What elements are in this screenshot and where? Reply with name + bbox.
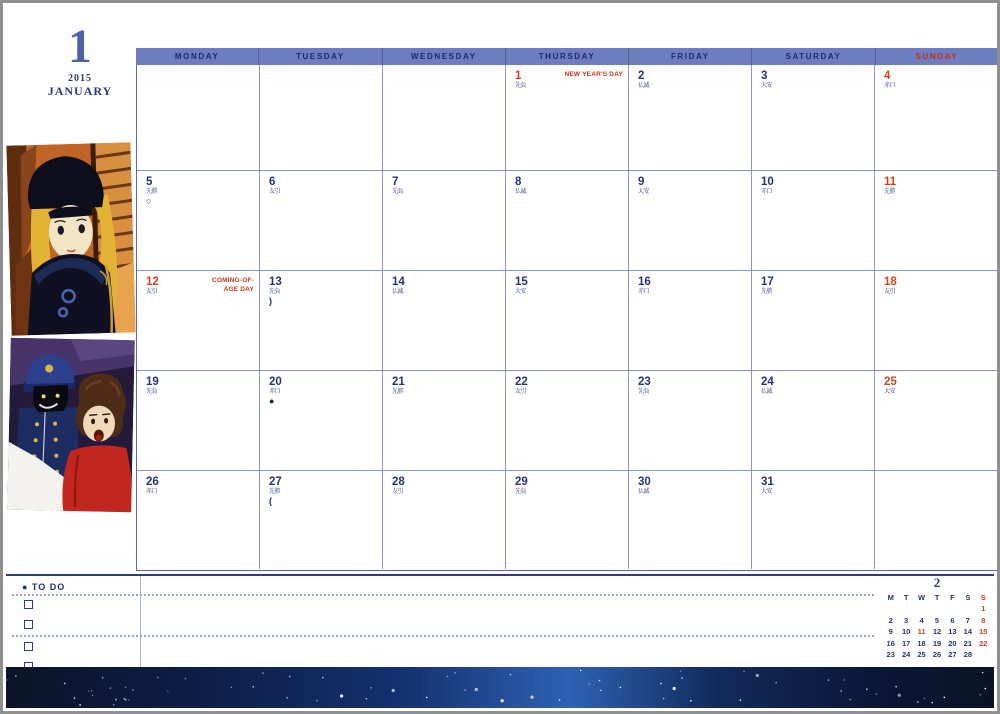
mini-calendar-day — [976, 649, 991, 661]
todo-dotted-line — [12, 594, 874, 596]
mini-calendar-day: 17 — [901, 638, 911, 648]
mini-calendar-day: 14 — [963, 627, 973, 637]
date-number: 16 — [638, 276, 651, 288]
date-number: 7 — [392, 176, 399, 188]
moon-phase-icon: ( — [269, 495, 272, 506]
maetel-photo — [6, 142, 135, 335]
weekday-tuesday: TUESDAY — [259, 48, 382, 65]
date-number: 19 — [146, 376, 159, 388]
rokuyo-label: 大安 — [515, 288, 527, 295]
rokuyo-label: 友引 — [146, 288, 158, 295]
mini-calendar-day: 27 — [948, 650, 957, 660]
mini-calendar-day — [898, 603, 913, 615]
date-number: 26 — [146, 476, 159, 488]
rokuyo-label: 先勝 — [761, 288, 773, 295]
mini-calendar-day: 12 — [932, 627, 942, 637]
date-cell — [382, 471, 505, 569]
date-cell — [874, 65, 997, 170]
holiday-line: AGE DAY — [223, 285, 254, 293]
mini-calendar-day: 26 — [932, 650, 942, 660]
date-number: 20 — [269, 376, 282, 388]
mini-calendar-day — [945, 603, 960, 615]
conductor-boy-photo — [7, 338, 135, 513]
mini-calendar-day: 3 — [904, 615, 909, 625]
rokuyo-label: 仏滅 — [638, 82, 650, 89]
rokuyo-label: 仏滅 — [761, 388, 773, 395]
rokuyo-label: 赤口 — [761, 188, 773, 195]
mini-calendar-day: 20 — [948, 638, 957, 648]
date-number: 23 — [638, 376, 651, 388]
calendar-week-row — [137, 270, 997, 370]
weekday-friday: FRIDAY — [629, 48, 752, 65]
date-number: 25 — [884, 376, 897, 388]
holiday-line: COMING-OF- — [211, 277, 254, 284]
date-cell — [382, 171, 505, 270]
date-number: 13 — [269, 276, 282, 288]
mini-calendar-day — [883, 603, 898, 615]
rokuyo-label: 赤口 — [269, 388, 281, 395]
mini-calendar-day — [960, 603, 975, 615]
weekday-saturday: SATURDAY — [752, 48, 875, 65]
weekday-monday: MONDAY — [136, 48, 259, 65]
rokuyo-label: 友引 — [515, 388, 527, 395]
rokuyo-label: 赤口 — [884, 82, 896, 89]
rokuyo-label: 先勝 — [392, 388, 404, 395]
date-cell — [382, 271, 505, 370]
mini-calendar-day: 11 — [917, 627, 926, 637]
rokuyo-label: 友引 — [392, 488, 404, 495]
mini-calendar-day: 8 — [981, 615, 986, 625]
holiday-label — [564, 71, 623, 80]
mini-calendar-day — [914, 603, 929, 615]
date-cell — [137, 171, 259, 270]
holiday-line: NEW YEAR'S DAY — [564, 71, 623, 78]
mini-calendar-day: 9 — [888, 627, 893, 637]
todo-divider — [140, 576, 141, 673]
date-number: 2 — [638, 70, 645, 82]
date-number: 17 — [761, 276, 774, 288]
date-cell — [505, 471, 628, 569]
rokuyo-label: 大安 — [761, 488, 773, 495]
footer-starry-band — [6, 667, 994, 708]
masthead — [25, 20, 135, 99]
date-cell — [628, 471, 751, 569]
date-number: 10 — [761, 176, 774, 188]
weekday-thursday: THURSDAY — [506, 48, 629, 65]
date-cell — [751, 171, 874, 270]
date-number: 11 — [884, 176, 897, 188]
rokuyo-label: 先勝 — [269, 488, 281, 495]
calendar-week-row — [137, 370, 997, 470]
rokuyo-label: 赤口 — [146, 488, 158, 495]
mini-calendar-day: 22 — [979, 638, 988, 648]
date-number: 8 — [515, 176, 522, 188]
calendar — [136, 48, 998, 571]
mini-calendar-day: 28 — [963, 650, 973, 660]
date-cell — [505, 65, 628, 170]
date-number: 31 — [761, 476, 774, 488]
date-number: 12 — [146, 276, 159, 288]
date-number: 4 — [884, 70, 891, 82]
date-number: 24 — [761, 376, 774, 388]
date-cell — [628, 65, 751, 170]
todo-checkbox — [24, 600, 33, 609]
moon-phase-icon: ) — [269, 295, 272, 306]
date-number: 1 — [515, 70, 522, 82]
date-cell — [874, 271, 997, 370]
date-cell — [628, 171, 751, 270]
mini-calendar-day: 6 — [950, 615, 955, 625]
date-number: 14 — [392, 276, 405, 288]
mini-calendar-day: 13 — [948, 627, 957, 637]
date-cell — [751, 65, 874, 170]
month-number: 1 — [68, 20, 92, 73]
rokuyo-label: 先負 — [146, 388, 158, 395]
todo-checkbox — [24, 642, 33, 651]
mini-calendar-header-cell: S — [965, 592, 971, 602]
date-cell — [259, 371, 382, 470]
rokuyo-label: 赤口 — [638, 288, 650, 295]
holiday-label — [212, 277, 254, 295]
date-cell — [259, 471, 382, 569]
rokuyo-label: 先負 — [269, 288, 281, 295]
mini-calendar-day — [929, 603, 944, 615]
moon-phase-icon: ● — [269, 395, 275, 406]
year-label: 2015 — [68, 73, 92, 84]
rokuyo-label: 先勝 — [884, 188, 896, 195]
mini-calendar-day: 7 — [965, 615, 970, 625]
rokuyo-label: 友引 — [269, 188, 281, 195]
mini-calendar-day: 2 — [888, 615, 893, 625]
date-number: 28 — [392, 476, 405, 488]
date-cell — [628, 271, 751, 370]
todo-checkbox — [24, 620, 33, 629]
rokuyo-label: 仏滅 — [515, 188, 527, 195]
calendar-week-row — [137, 65, 997, 170]
mini-calendar-day: 25 — [917, 650, 926, 660]
rokuyo-label: 大安 — [884, 388, 896, 395]
date-cell — [505, 371, 628, 470]
date-number: 6 — [269, 176, 276, 188]
mini-calendar-grid — [877, 592, 997, 661]
date-number: 9 — [638, 176, 645, 188]
date-number: 5 — [146, 176, 153, 188]
date-cell — [751, 471, 874, 569]
star-field — [6, 667, 1000, 708]
weekday-sunday: SUNDAY — [915, 52, 959, 61]
mini-calendar-day: 23 — [886, 650, 895, 660]
date-cell — [137, 271, 259, 370]
date-cell — [382, 371, 505, 470]
date-cell — [628, 371, 751, 470]
date-cell — [751, 371, 874, 470]
mini-calendar-header-cell: T — [903, 592, 909, 602]
mini-calendar-day: 1 — [981, 604, 986, 614]
date-cell — [874, 171, 997, 270]
date-number: 22 — [515, 376, 528, 388]
calendar-week-row — [137, 170, 997, 270]
month-name: JANUARY — [47, 84, 113, 98]
mini-calendar — [877, 575, 997, 671]
rokuyo-label: 大安 — [761, 82, 773, 89]
todo-dotted-line — [12, 635, 874, 637]
mini-calendar-day: 4 — [919, 615, 924, 625]
date-number: 3 — [761, 70, 768, 82]
date-cell — [505, 271, 628, 370]
rokuyo-label: 友引 — [884, 288, 896, 295]
date-cell — [874, 471, 997, 569]
mini-calendar-header-cell: W — [918, 592, 926, 602]
rokuyo-label: 仏滅 — [392, 288, 404, 295]
mini-calendar-day: 19 — [932, 638, 942, 648]
rokuyo-label: 先負 — [515, 488, 527, 495]
mini-calendar-header-cell: S — [980, 592, 986, 602]
mini-calendar-day: 21 — [963, 638, 973, 648]
date-number: 21 — [392, 376, 405, 388]
date-cell — [505, 171, 628, 270]
mini-calendar-day: 15 — [979, 627, 988, 637]
date-cell — [874, 371, 997, 470]
rokuyo-label: 大安 — [638, 188, 650, 195]
weekday-header-row — [136, 48, 998, 65]
rokuyo-label: 先勝 — [146, 188, 158, 195]
mini-calendar-header-cell: M — [887, 592, 894, 602]
mini-calendar-day: 10 — [901, 627, 911, 637]
moon-phase-icon: ○ — [146, 195, 152, 206]
calendar-grid — [136, 65, 998, 571]
rokuyo-label: 先負 — [515, 82, 527, 89]
mini-calendar-day: 16 — [886, 638, 895, 648]
date-number: 15 — [515, 276, 528, 288]
mini-calendar-day: 24 — [901, 650, 911, 660]
rokuyo-label: 先負 — [638, 388, 650, 395]
date-cell — [137, 371, 259, 470]
date-cell — [137, 65, 259, 170]
date-cell — [259, 171, 382, 270]
weekday-wednesday: WEDNESDAY — [383, 48, 506, 65]
todo-section — [6, 574, 994, 673]
rokuyo-label: 先負 — [392, 188, 404, 195]
date-number: 27 — [269, 476, 282, 488]
date-number: 30 — [638, 476, 651, 488]
mini-calendar-header-cell: F — [950, 592, 955, 602]
todo-label: ● TO DO — [22, 582, 66, 592]
mini-calendar-header-cell: T — [934, 592, 940, 602]
calendar-week-row — [137, 470, 997, 569]
rokuyo-label: 仏滅 — [638, 488, 650, 495]
date-cell — [259, 65, 382, 170]
date-cell — [137, 471, 259, 569]
mini-calendar-day: 18 — [917, 638, 926, 648]
mini-calendar-day: 5 — [934, 615, 940, 625]
date-number: 29 — [515, 476, 528, 488]
date-number: 18 — [884, 276, 897, 288]
date-cell — [751, 271, 874, 370]
date-cell — [382, 65, 505, 170]
date-cell — [259, 271, 382, 370]
mini-calendar-title: 2 — [933, 575, 941, 590]
